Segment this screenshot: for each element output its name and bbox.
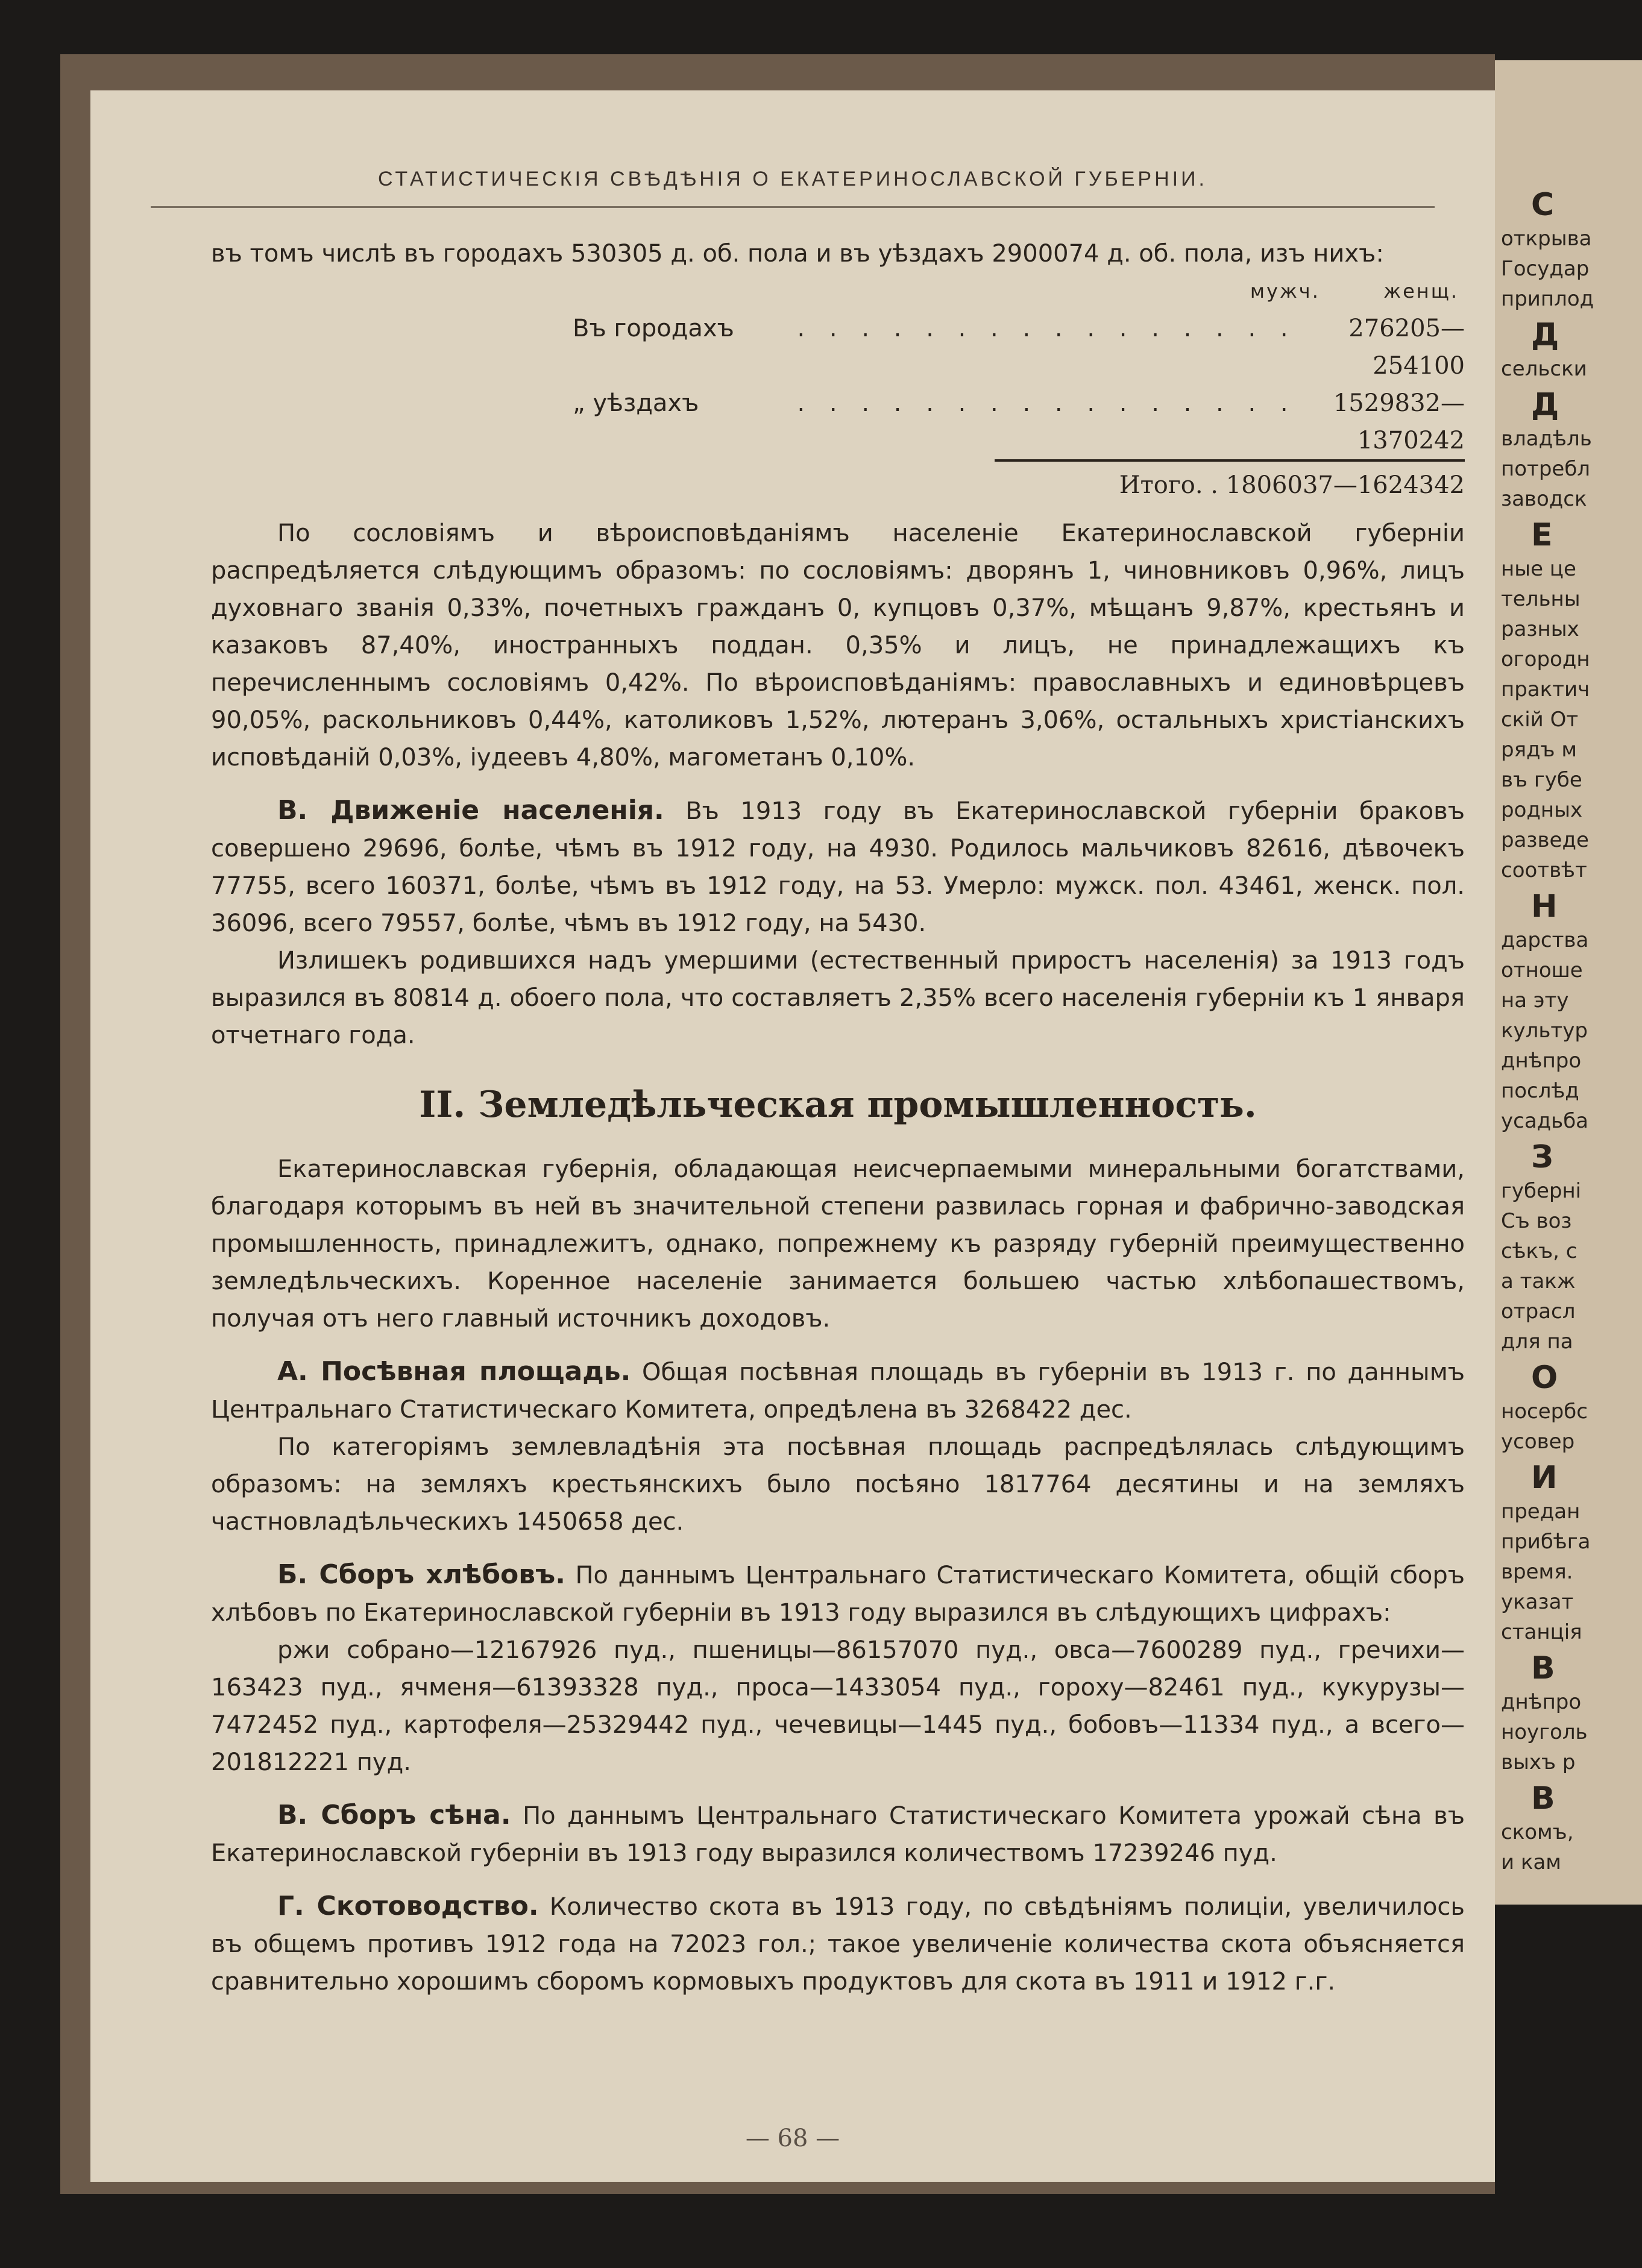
population-intro: въ томъ числѣ въ городахъ 530305 д. об. пола и въ уѣздахъ 2900074 д. об. пола, изъ нихъ:: [211, 240, 1384, 268]
right-page-line: Съ воз: [1501, 1209, 1572, 1233]
sown-area-heading: А. Посѣвная площадь.: [277, 1356, 631, 1387]
grain-text: По даннымъ Центральнаго Статистическаго Комитета, общій сборъ хлѣбовъ по Екатеринославской губерніи въ 1913 году выразился въ слѣдующихъ цифрахъ:: [211, 1562, 1465, 1627]
right-page-line: выхъ р: [1501, 1750, 1576, 1774]
row-label: „ уѣздахъ: [573, 389, 699, 417]
left-page: [90, 90, 1495, 2182]
movement-paragraph: [211, 792, 1465, 942]
right-page-line: для па: [1501, 1330, 1573, 1354]
right-page-line: Д: [1531, 387, 1559, 423]
right-page-line: усовер: [1501, 1430, 1575, 1454]
right-page-line: В: [1531, 1780, 1555, 1817]
right-page-line: указат: [1501, 1590, 1574, 1614]
hay-heading: В. Сборъ сѣна.: [277, 1800, 511, 1830]
right-page-line: а такж: [1501, 1269, 1576, 1293]
grain-heading: Б. Сборъ хлѣбовъ.: [277, 1559, 565, 1590]
right-page-line: Н: [1531, 888, 1558, 925]
right-page-line: предан: [1501, 1500, 1581, 1524]
right-page-line: заводск: [1501, 487, 1587, 511]
leader-dots: . . . . . . . . . . . . . . . .: [797, 315, 1297, 342]
right-page-line: Е: [1531, 517, 1553, 553]
movement-text: Въ 1913 году въ Екатеринославской губерніи браковъ совершено 29696, болѣе, чѣмъ въ 1912 году, на 4930. Родилось мальчиковъ 82616, дѣвочекъ 77755, всего 160371, болѣе, чѣмъ въ 1912 году, на 53. Умерло: мужск. пол. 43461, женск. пол. 36096, всего 79557, болѣе, чѣмъ въ 1912 году, на 5430.: [211, 797, 1465, 937]
right-page-line: И: [1531, 1460, 1558, 1496]
right-page-line: соотвѣт: [1501, 858, 1587, 882]
header-rule: [151, 206, 1435, 208]
right-page-line: послѣд: [1501, 1079, 1579, 1103]
leader-dots: . . . . . . . . . . . . . . . .: [797, 389, 1297, 417]
grain-figures-paragraph: ржи собрано—12167926 пуд., пшеницы—86157070 пуд., овса—7600289 пуд., гречихи—163423 пуд., ячменя—61393328 пуд., проса—1433054 пуд., гороху—82461 пуд., кукурузы—7472452 пуд., картофеля—25329442 пуд., чечевицы—1445 пуд., бобовъ—11334 пуд., а всего—201812221 пуд.: [211, 1636, 1465, 1776]
right-page-line: О: [1531, 1360, 1558, 1396]
right-page-line: культур: [1501, 1019, 1588, 1043]
population-row: [211, 310, 1465, 385]
right-page-line: станція: [1501, 1620, 1582, 1644]
right-page-line: тельны: [1501, 587, 1581, 611]
right-page-line: рядъ м: [1501, 738, 1578, 762]
intro-paragraph: Екатеринославская губернія, обладающая неисчерпаемыми минеральными богатствами, благодаря которымъ въ ней въ значительной степени развилась горная и фабрично-заводская промышленность, принадлежитъ, однако, попрежнему къ разряду губерній преимущественно земледѣльческихъ. Коренное населеніе занимается большею частью хлѣбопашествомъ, получая отъ него главный источникъ доходовъ.: [211, 1155, 1465, 1333]
right-page-line: Д: [1531, 317, 1559, 353]
row-value: 1529832—1370242: [1333, 389, 1465, 454]
right-page-line: отноше: [1501, 958, 1583, 982]
livestock-text: Количество скота въ 1913 году, по свѣдѣніямъ полиціи, увеличилось въ общемъ противъ 1912 года на 72023 гол.; такое увеличеніе количества скота объясняется сравнительно хорошимъ сборомъ кормовыхъ продуктовъ для скота въ 1911 и 1912 г.г.: [211, 1893, 1465, 1996]
hay-text: По даннымъ Центральнаго Статистическаго Комитета урожай сѣна въ Екатеринославской губерніи въ 1913 году выразился количествомъ 17239246 пуд.: [211, 1802, 1465, 1867]
right-page-line: на эту: [1501, 988, 1569, 1013]
sown-area-text: Общая посѣвная площадь въ губерніи въ 1913 г. по даннымъ Центральнаго Статистическаго Комитета, опредѣлена въ 3268422 дес.: [211, 1359, 1465, 1424]
section-title: II. Земледѣльческая промышленность.: [419, 1084, 1257, 1126]
right-page-line: Государ: [1501, 257, 1590, 281]
population-row: [211, 385, 1465, 459]
livestock-paragraph: [211, 1888, 1465, 2000]
col-male: мужч.: [1250, 280, 1320, 303]
col-female: женщ.: [1383, 280, 1459, 303]
right-page-line: прибѣга: [1501, 1530, 1591, 1554]
movement-heading: В. Движеніе населенія.: [277, 795, 664, 826]
row-value: 276205— 254100: [1348, 315, 1465, 380]
right-page-line: С: [1531, 187, 1555, 223]
page-body: [211, 235, 1465, 2000]
right-page-line: практич: [1501, 677, 1590, 702]
right-page-line: и кам: [1501, 1850, 1561, 1874]
right-page-line: потребл: [1501, 457, 1591, 481]
right-page-line: въ губе: [1501, 768, 1582, 792]
right-page-line: дарства: [1501, 928, 1589, 952]
page-number: — 68 —: [745, 2125, 840, 2152]
right-page-line: огородн: [1501, 647, 1590, 671]
right-page-line: время.: [1501, 1560, 1573, 1584]
population-table-header: [211, 272, 1465, 310]
right-page-line: сельски: [1501, 357, 1587, 381]
right-page-line: сѣкъ, с: [1501, 1239, 1578, 1263]
right-page-line: губерні: [1501, 1179, 1582, 1203]
grain-paragraph: [211, 1556, 1465, 1632]
right-page-line: В: [1531, 1650, 1555, 1686]
right-page-fragment: [1495, 60, 1642, 1905]
population-total: Итого. . 1806037—1624342: [995, 459, 1465, 504]
right-page-line: владѣль: [1501, 427, 1592, 451]
right-page-line: З: [1531, 1139, 1553, 1175]
hay-paragraph: [211, 1797, 1465, 1872]
right-page-line: приплод: [1501, 287, 1594, 311]
right-page-line: усадьба: [1501, 1109, 1588, 1133]
sown-area-paragraph: [211, 1353, 1465, 1428]
livestock-heading: Г. Скотоводство.: [277, 1891, 539, 1921]
right-page-line: отрасл: [1501, 1299, 1576, 1324]
right-page-line: скій От: [1501, 708, 1579, 732]
estates-paragraph: По сословіямъ и вѣроисповѣданіямъ населеніе Екатеринославской губерніи распредѣляется слѣдующимъ образомъ: по сословіямъ: дворянъ 1, чиновниковъ 0,96%, лицъ духовнаго званія 0,33%, почетныхъ гражданъ 0, купцовъ 0,37%, мѣщанъ 9,87%, крестьянъ и казаковъ 87,40%, иностранныхъ поддан. 0,35% и лицъ, не принадлежащихъ къ перечисленнымъ сословіямъ 0,42%. По вѣроисповѣданіямъ: православныхъ и единовѣрцевъ 90,05%, раскольниковъ 0,44%, католиковъ 1,52%, лютеранъ 3,06%, остальныхъ христіанскихъ исповѣданій 0,03%, іудеевъ 4,80%, магометанъ 0,10%.: [211, 520, 1465, 771]
right-page-line: открыва: [1501, 227, 1592, 251]
right-page-line: родных: [1501, 798, 1583, 822]
sown-distribution-paragraph: По категоріямъ землевладѣнія эта посѣвная площадь распредѣлялась слѣдующимъ образомъ: на земляхъ крестьянскихъ было посѣяно 1817764 десятины и на земляхъ частновладѣльческихъ 1450658 дес.: [211, 1433, 1465, 1536]
right-page-line: ноуголь: [1501, 1720, 1588, 1744]
right-page-line: разных: [1501, 617, 1579, 641]
right-page-line: днѣпро: [1501, 1049, 1582, 1073]
population-table: [211, 272, 1465, 504]
surplus-paragraph: Излишекъ родившихся надъ умершими (естественный приростъ населенія) за 1913 годъ выразился въ 80814 д. обоего пола, что составляетъ 2,35% всего населенія губерніи къ 1 января отчетнаго года.: [211, 947, 1465, 1049]
right-page-line: ные це: [1501, 557, 1576, 581]
row-label: Въ городахъ: [573, 315, 734, 342]
right-page-line: днѣпро: [1501, 1690, 1582, 1714]
right-page-line: носербс: [1501, 1399, 1588, 1424]
right-page-line: разведе: [1501, 828, 1589, 852]
right-page-line: скомъ,: [1501, 1820, 1574, 1844]
running-title: СТАТИСТИЧЕСКІЯ СВѢДѢНІЯ О ЕКАТЕРИНОСЛАВСКОЙ ГУБЕРНІИ.: [377, 168, 1207, 190]
